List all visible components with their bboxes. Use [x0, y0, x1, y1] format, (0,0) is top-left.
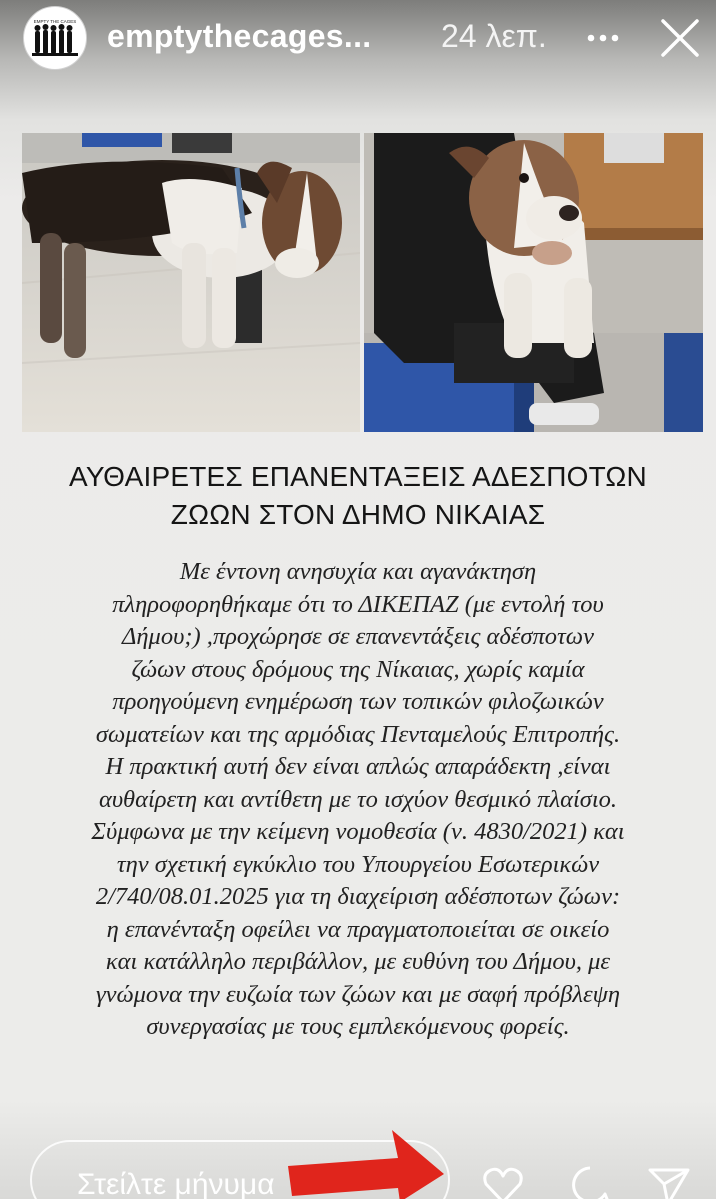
body-line: η επανένταξη οφείλει να πραγματοποιείται σε οικείο — [106, 915, 610, 943]
body-line: Με έντονη ανησυχία και αγανάκτηση — [179, 558, 537, 585]
close-button[interactable] — [657, 15, 703, 61]
body-line: προηγούμενη ενημέρωση των τοπικών φιλοζωικών — [112, 688, 604, 715]
body-line: Δήμου;) ,προχώρησε σε επανεντάξεις αδέσποτων — [122, 623, 594, 650]
close-icon — [657, 15, 703, 61]
share-button[interactable] — [646, 1162, 692, 1199]
like-button[interactable] — [480, 1162, 526, 1199]
red-arrow-icon — [288, 1124, 448, 1199]
body-line: Σύμφωνα με την κείμενη νομοθεσία (ν. 4830/2021) και — [91, 818, 625, 845]
body-line: σωματείων και της αρμόδιας Πενταμελούς Επιτροπής. — [95, 720, 621, 748]
reply-placeholder: Στείλτε μήνυμα — [77, 1168, 275, 1199]
body-line: ζώων στους δρόμους της Νίκαιας, χωρίς καμία — [131, 655, 585, 683]
body-line: Η πρακτική αυτή δεν είναι απλώς απαράδεκτη ,είναι — [105, 753, 611, 780]
avatar-logo-text: EMPTY THE CAGES — [33, 19, 77, 24]
body-line: συνεργασίας με τους εμπλεκόμενους φορείς. — [146, 1013, 570, 1040]
post-body — [20, 556, 696, 1044]
headline-line: ΖΩΩΝ ΣΤΟΝ ΔΗΜΟ ΝΙΚΑΙΑΣ — [170, 499, 546, 530]
send-icon — [646, 1162, 692, 1199]
username[interactable]: emptythecages... — [107, 18, 372, 54]
more-horizontal-icon — [583, 20, 623, 56]
body-line: αυθαίρετη και αντίθετη με το ισχύον θεσμικό πλαίσιο. — [98, 785, 618, 813]
story-header — [0, 0, 716, 80]
dog-photo-right — [364, 133, 703, 432]
dog-photo-left — [22, 133, 360, 432]
comment-button[interactable] — [567, 1162, 613, 1199]
body-line: και κατάλληλο περιβάλλον, με ευθύνη του Δήμου, με — [105, 948, 611, 975]
body-line: 2/740/08.01.2025 για τη διαχείριση αδέσποτων ζώων: — [95, 883, 621, 910]
post-headline — [40, 458, 676, 534]
body-line: πληροφορηθήκαμε ότι το ΔΙΚΕΠΑΖ (με εντολή του — [112, 590, 604, 618]
headline-line: ΑΥΘΑΙΡΕΤΕΣ ΕΠΑΝΕΝΤΑΞΕΙΣ ΑΔΕΣΠΟΤΩΝ — [69, 461, 647, 492]
more-options-button[interactable] — [583, 20, 623, 56]
body-line: την σχετική εγκύκλιο του Υπουργείου Εσωτερικών — [116, 850, 600, 878]
heart-icon — [480, 1162, 526, 1199]
profile-avatar[interactable] — [23, 6, 87, 70]
comment-icon — [567, 1162, 613, 1199]
post-time: 24 λεπ. — [441, 18, 547, 54]
body-line: γνώμονα την ευζωία των ζώων και με σαφή πρόβλεψη — [96, 980, 620, 1008]
